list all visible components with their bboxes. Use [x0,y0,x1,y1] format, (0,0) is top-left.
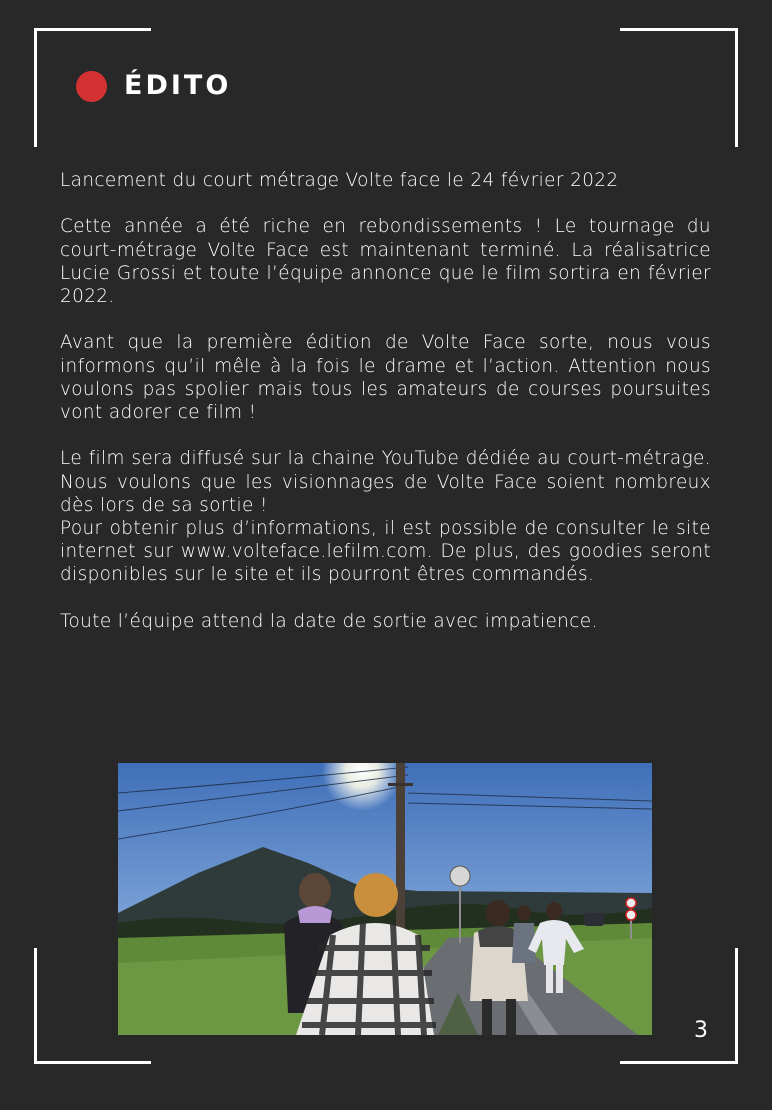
red-dot-icon [76,71,107,102]
article-body [60,169,711,633]
article-paragraph: Cette année a été riche en rebondissements ! Le tournage du court-métrage Volte Face est maintenant terminé. La réalisatrice Lucie Grossi et toute l’équipe annonce que le film sortira en février 2022. [60,216,711,307]
article-paragraph: Le film sera diffusé sur la chaine YouTube dédiée au court-métrage. Nous voulons que les visionnages de Volte Face soient nombreux dès lors de sa sortie ! [60,448,711,516]
page-number: 3 [694,1018,708,1043]
article-paragraph: Pour obtenir plus d’informations, il est possible de consulter le site internet sur www.volteface.lefilm.com. De plus, des goodies seront disponibles sur le site et ils pourront êtres commandés. [60,518,711,586]
corner-bracket-top-right [620,28,738,147]
group-walking-photo [118,763,652,1035]
article-paragraph-closing: Toute l’équipe attend la date de sortie avec impatience. [60,610,598,632]
section-header [76,66,231,106]
article-paragraph-headline: Lancement du court métrage Volte face le 24 février 2022 [60,170,619,191]
section-title: ÉDITO [124,70,232,101]
article-paragraph: Avant que la première édition de Volte Face sorte, nous vous informons qu’il mêle à la fois le drame et l’action. Attention nous voulons pas spolier mais tous les amateurs de courses poursuites vont adorer ce film ! [60,332,711,423]
